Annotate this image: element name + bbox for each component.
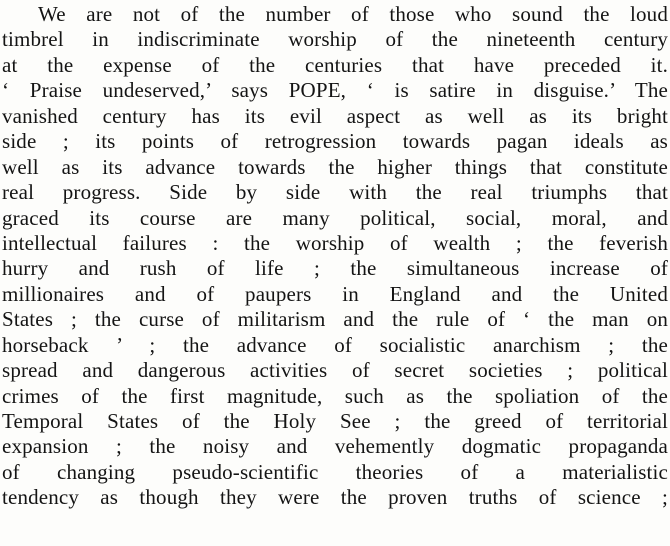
text-line-3: at the expense of the centuries that have preceded it. — [2, 52, 668, 77]
text-line-6: side ; its points of retrogression towards pagan ideals as — [2, 129, 668, 154]
text-line-12: millionaires and of paupers in England and the United — [2, 281, 668, 306]
text-line-9: graced its course are many political, social, moral, and — [2, 205, 668, 230]
text-line-18: expansion ; the noisy and vehemently dogmatic propaganda — [2, 434, 668, 459]
text-line-13: States ; the curse of militarism and the rule of ‘ the man on — [2, 307, 668, 332]
text-line-14: horseback ’ ; the advance of socialistic anarchism ; the — [2, 332, 668, 357]
text-line-8: real progress. Side by side with the real triumphs that — [2, 180, 668, 205]
text-line-19: of changing pseudo-scientific theories of a materialistic — [2, 459, 668, 484]
text-line-10: intellectual failures : the worship of wealth ; the feverish — [2, 230, 668, 255]
text-line-11: hurry and rush of life ; the simultaneous increase of — [2, 256, 668, 281]
text-line-16: crimes of the first magnitude, such as the spoliation of the — [2, 383, 668, 408]
text-line-20: tendency as though they were the proven truths of science ; — [2, 485, 668, 510]
paragraph — [2, 2, 668, 511]
text-line-5: vanished century has its evil aspect as well as its bright — [2, 103, 668, 128]
text-line-7: well as its advance towards the higher things that constitute — [2, 154, 668, 179]
text-line-2: timbrel in indiscriminate worship of the nineteenth century — [2, 27, 668, 52]
text-line-4: ‘ Praise undeserved,’ says POPE, ‘ is satire in disguise.’ The — [2, 78, 668, 103]
text-line-17: Temporal States of the Holy See ; the greed of territorial — [2, 409, 668, 433]
text-line-15: spread and dangerous activities of secret societies ; political — [2, 358, 668, 383]
text-line-1: We are not of the number of those who sound the loud — [38, 2, 668, 26]
